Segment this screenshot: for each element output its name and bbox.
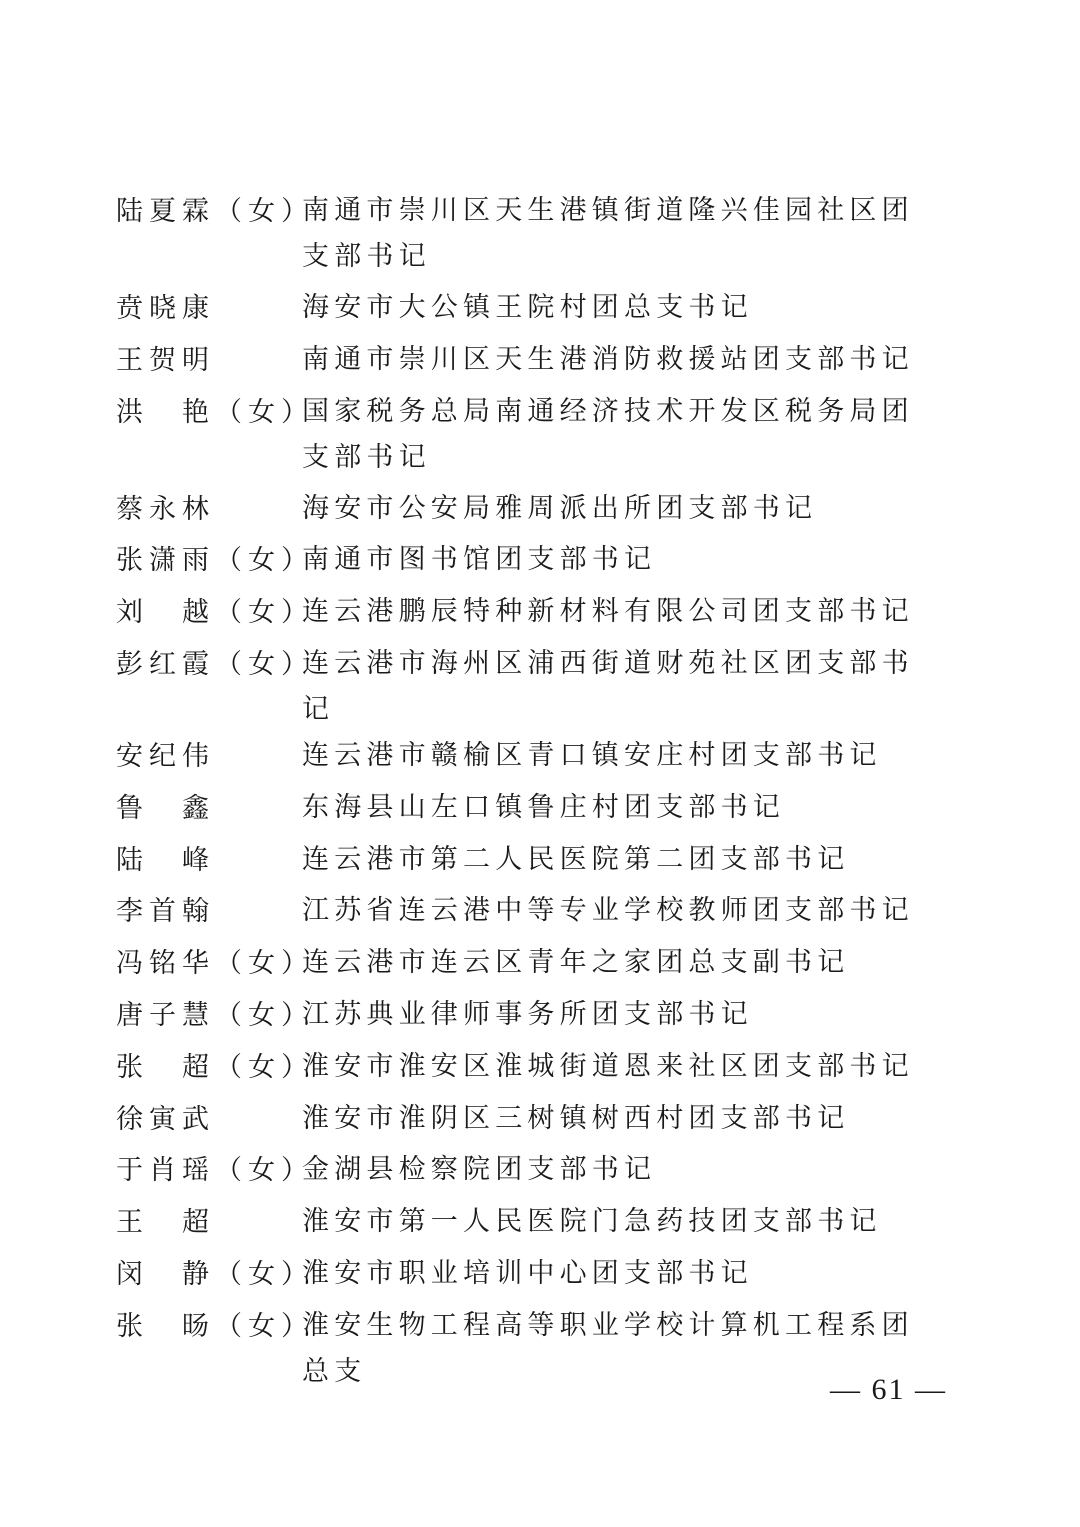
person-name: 徐寅武 — [116, 1103, 215, 1135]
position-description: 淮安市淮阴区三树镇树西村团支部书记 — [302, 1102, 850, 1134]
position-description: 淮安市淮安区淮城街道恩来社区团支部书记 — [302, 1050, 914, 1082]
list-item — [116, 589, 946, 641]
position-description: 海安市公安局雅周派出所团支部书记 — [302, 492, 818, 524]
list-item — [116, 389, 946, 486]
list-item — [116, 337, 946, 389]
list-item — [116, 1147, 946, 1199]
name-list — [116, 188, 946, 1395]
person-name: 陆夏霖（女） — [116, 196, 314, 227]
position-description: 江苏省连云港中等专业学校教师团支部书记 — [302, 895, 914, 927]
position-description: 海安市大公镇王院村团总支书记 — [302, 292, 753, 323]
position-description: 连云港市赣榆区青口镇安庄村团支部书记 — [302, 739, 882, 771]
position-description: 南通市崇川区天生港镇街道隆兴佳园社区团支部书记 — [302, 195, 914, 272]
list-item — [116, 992, 946, 1044]
list-item — [116, 940, 946, 992]
position-description: 东海县山左口镇鲁庄村团支部书记 — [302, 791, 785, 823]
person-name: 张 旸（女） — [116, 1310, 314, 1342]
list-item — [116, 1044, 946, 1096]
person-name: 张 超（女） — [116, 1051, 314, 1083]
person-name: 鲁 鑫 — [116, 792, 215, 824]
person-name: 彭红霞（女） — [116, 648, 314, 680]
list-item — [116, 188, 946, 285]
list-item — [116, 1199, 946, 1251]
position-description: 金湖县检察院团支部书记 — [302, 1154, 657, 1186]
person-name: 贲晓康 — [116, 293, 215, 324]
list-item — [116, 837, 946, 889]
list-item — [116, 285, 946, 337]
list-item — [116, 537, 946, 589]
person-name: 刘 越（女） — [116, 597, 314, 629]
position-description: 连云港市海州区浦西街道财苑社区团支部书记 — [302, 647, 914, 725]
position-description: 连云港鹏辰特种新材料有限公司团支部书记 — [302, 596, 914, 628]
person-name: 王 超 — [116, 1207, 215, 1239]
list-item — [116, 888, 946, 940]
person-name: 洪 艳（女） — [116, 396, 314, 428]
person-name: 蔡永林 — [116, 493, 215, 525]
person-name: 张潇雨（女） — [116, 545, 314, 577]
person-name: 闵 静（女） — [116, 1258, 314, 1290]
person-name: 李首翰 — [116, 896, 215, 928]
person-name: 安纪伟 — [116, 740, 215, 772]
person-name: 于肖瑶（女） — [116, 1155, 314, 1187]
position-description: 淮安市职业培训中心团支部书记 — [302, 1257, 753, 1289]
position-description: 淮安生物工程高等职业学校计算机工程系团总支 — [302, 1309, 914, 1387]
list-item — [116, 733, 946, 785]
position-description: 南通市图书馆团支部书记 — [302, 544, 657, 576]
person-name: 陆 峰 — [116, 844, 215, 876]
list-item — [116, 1303, 946, 1395]
position-description: 江苏典业律师事务所团支部书记 — [302, 998, 753, 1030]
position-description: 连云港市连云区青年之家团总支副书记 — [302, 947, 850, 979]
person-name: 王贺明 — [116, 344, 215, 376]
position-description: 国家税务总局南通经济技术开发区税务局团支部书记 — [302, 395, 914, 473]
list-item — [116, 785, 946, 837]
position-description: 南通市崇川区天生港消防救援站团支部书记 — [302, 343, 914, 375]
person-name: 冯铭华（女） — [116, 948, 314, 980]
page-number: — 61 — — [830, 1373, 947, 1406]
position-description: 连云港市第二人民医院第二团支部书记 — [302, 843, 850, 875]
list-item — [116, 486, 946, 538]
list-item — [116, 1251, 946, 1303]
person-name: 唐子慧（女） — [116, 999, 314, 1031]
list-item — [116, 1096, 946, 1148]
position-description: 淮安市第一人民医院门急药技团支部书记 — [302, 1206, 882, 1238]
list-item — [116, 641, 946, 733]
